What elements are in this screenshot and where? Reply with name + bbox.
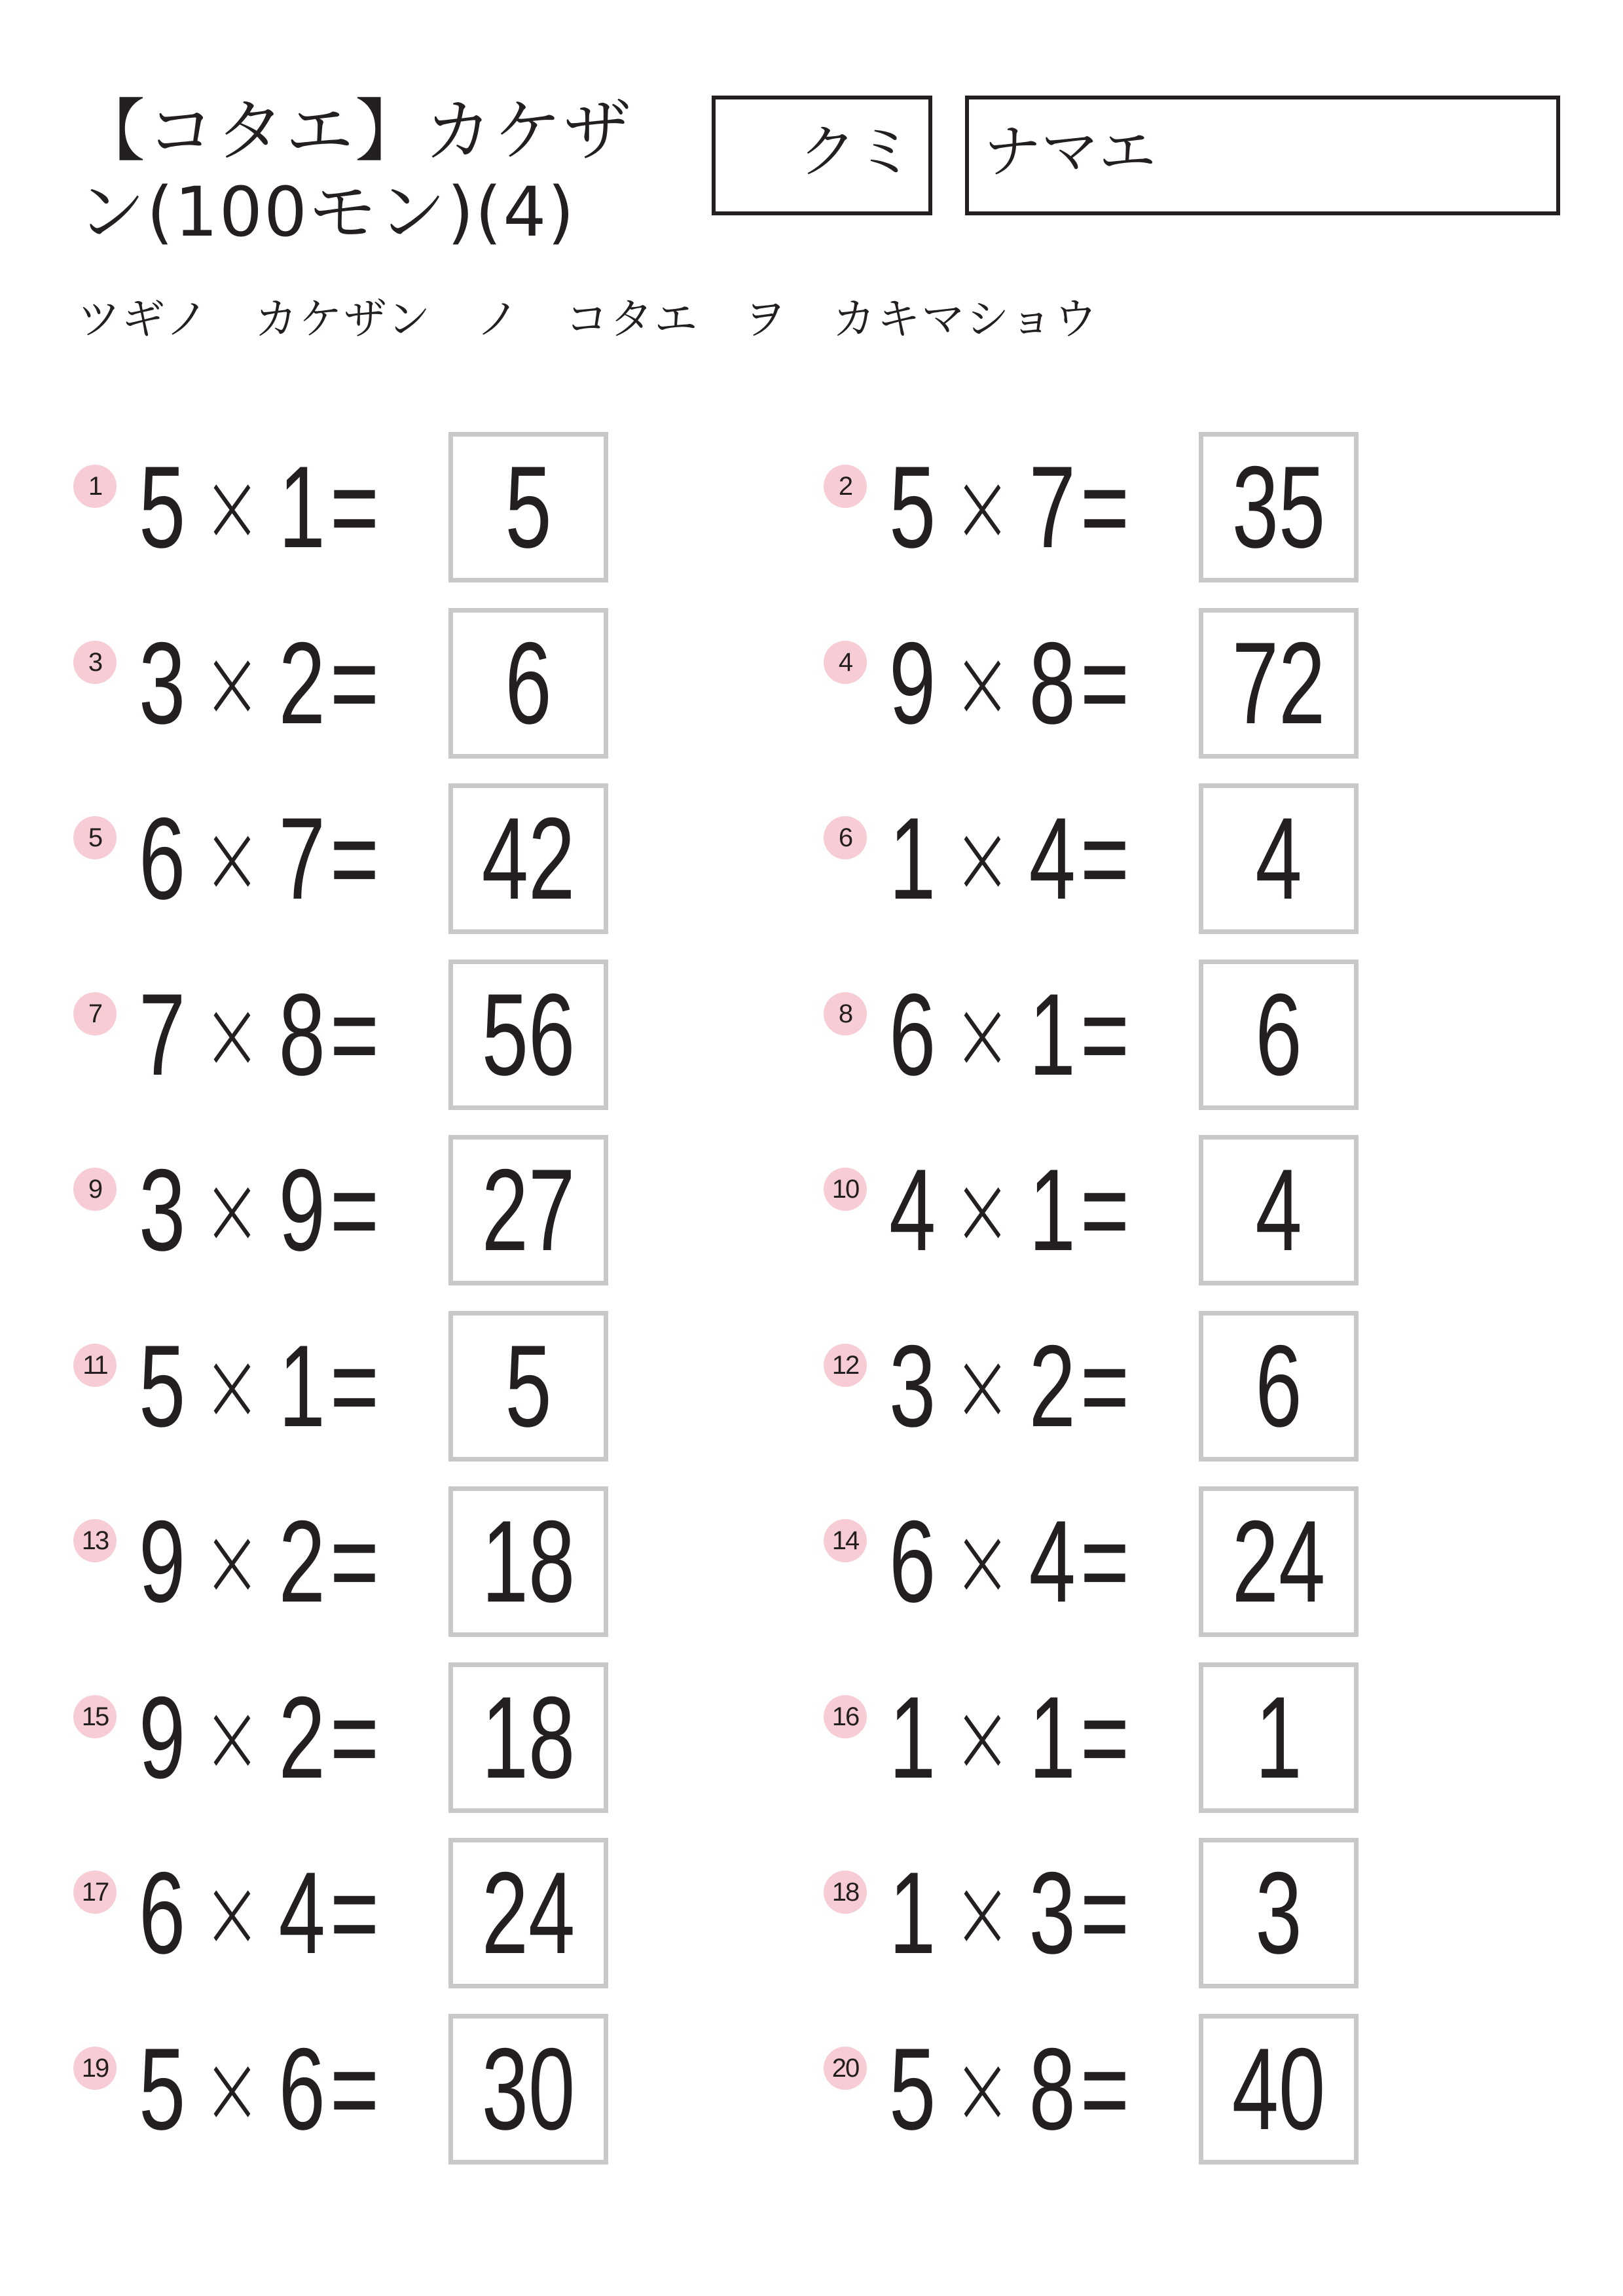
- problem-number-badge: 20: [824, 2047, 867, 2090]
- times-sign: ×: [202, 1153, 262, 1267]
- answer-value: 72: [1231, 618, 1326, 748]
- equals-sign: =: [1080, 1321, 1129, 1451]
- problem-expression: [889, 432, 1129, 583]
- answer-value: 18: [481, 1496, 575, 1626]
- equals-sign: =: [1080, 1672, 1129, 1803]
- operand-a: 7: [139, 969, 186, 1100]
- operand-b: 9: [278, 1145, 325, 1275]
- problem-number-badge: 16: [824, 1695, 867, 1738]
- answer-value: 4: [1255, 793, 1302, 924]
- operand-a: 1: [889, 793, 936, 924]
- problem-expression: [889, 1311, 1129, 1462]
- times-sign: ×: [953, 802, 1012, 916]
- operand-a: 9: [889, 618, 936, 748]
- answer-box[interactable]: [1199, 432, 1359, 583]
- problem-number-badge: 18: [824, 1871, 867, 1914]
- name-field[interactable]: [965, 96, 1560, 215]
- answer-box[interactable]: [448, 1486, 608, 1637]
- operand-a: 5: [889, 442, 936, 572]
- operand-b: 4: [1029, 1496, 1076, 1626]
- operand-b: 1: [278, 1321, 325, 1451]
- answer-box[interactable]: [448, 960, 608, 1110]
- operand-b: 4: [278, 1848, 325, 1978]
- problem-number-badge: 11: [73, 1344, 117, 1387]
- problem-number-badge: 17: [73, 1871, 117, 1914]
- answer-value: 27: [481, 1145, 575, 1275]
- problem-expression: [139, 783, 379, 934]
- equals-sign: =: [1080, 969, 1129, 1100]
- problem-expression: [139, 1135, 379, 1285]
- operand-a: 5: [139, 442, 186, 572]
- times-sign: ×: [202, 802, 262, 916]
- problem-expression: [889, 2014, 1129, 2164]
- equals-sign: =: [1080, 793, 1129, 924]
- equals-sign: =: [1080, 442, 1129, 572]
- worksheet-title: 【コタエ】カケザン(100モン)(4): [77, 91, 633, 252]
- answer-box[interactable]: [1199, 1135, 1359, 1285]
- operand-b: 2: [1029, 1321, 1076, 1451]
- problem-number-badge: 9: [73, 1168, 117, 1211]
- answer-box[interactable]: [448, 1838, 608, 1988]
- operand-a: 6: [889, 969, 936, 1100]
- answer-box[interactable]: [448, 783, 608, 934]
- answer-value: 35: [1231, 442, 1326, 572]
- operand-a: 3: [889, 1321, 936, 1451]
- operand-b: 8: [278, 969, 325, 1100]
- problem-expression: [139, 1311, 379, 1462]
- problem-number-badge: 5: [73, 816, 117, 859]
- operand-a: 1: [889, 1672, 936, 1803]
- times-sign: ×: [953, 450, 1012, 564]
- problem-number-badge: 13: [73, 1519, 117, 1562]
- problem-expression: [889, 1662, 1129, 1813]
- problem-expression: [889, 960, 1129, 1110]
- answer-value: 6: [505, 618, 552, 748]
- problem-expression: [139, 1486, 379, 1637]
- operand-a: 1: [889, 1848, 936, 1978]
- operand-b: 1: [1029, 1145, 1076, 1275]
- problem-expression: [139, 432, 379, 583]
- operand-a: 5: [139, 1321, 186, 1451]
- times-sign: ×: [202, 2032, 262, 2146]
- answer-value: 24: [481, 1848, 575, 1978]
- answer-value: 5: [505, 1321, 552, 1451]
- equals-sign: =: [330, 793, 379, 924]
- operand-a: 9: [139, 1496, 186, 1626]
- operand-b: 3: [1029, 1848, 1076, 1978]
- times-sign: ×: [202, 1329, 262, 1443]
- answer-box[interactable]: [448, 432, 608, 583]
- answer-value: 30: [481, 2024, 575, 2154]
- operand-b: 8: [1029, 618, 1076, 748]
- operand-b: 1: [278, 442, 325, 572]
- times-sign: ×: [953, 626, 1012, 740]
- problem-expression: [139, 608, 379, 759]
- times-sign: ×: [202, 450, 262, 564]
- operand-a: 5: [139, 2024, 186, 2154]
- operand-b: 2: [278, 1672, 325, 1803]
- answer-box[interactable]: [1199, 1486, 1359, 1637]
- answer-value: 18: [481, 1672, 575, 1803]
- operand-a: 6: [139, 1848, 186, 1978]
- answer-box[interactable]: [1199, 960, 1359, 1110]
- problem-expression: [139, 1838, 379, 1988]
- problem-number-badge: 8: [824, 992, 867, 1035]
- problem-number-badge: 6: [824, 816, 867, 859]
- problem-expression: [889, 1838, 1129, 1988]
- answer-value: 24: [1231, 1496, 1326, 1626]
- times-sign: ×: [202, 978, 262, 1092]
- operand-a: 5: [889, 2024, 936, 2154]
- equals-sign: =: [1080, 1496, 1129, 1626]
- operand-a: 6: [889, 1496, 936, 1626]
- times-sign: ×: [202, 1681, 262, 1795]
- operand-b: 6: [278, 2024, 325, 2154]
- answer-box[interactable]: [1199, 783, 1359, 934]
- times-sign: ×: [202, 626, 262, 740]
- equals-sign: =: [330, 1321, 379, 1451]
- answer-box[interactable]: [1199, 1838, 1359, 1988]
- problem-number-badge: 10: [824, 1168, 867, 1211]
- class-field[interactable]: [712, 96, 932, 215]
- equals-sign: =: [330, 618, 379, 748]
- times-sign: ×: [953, 1329, 1012, 1443]
- equals-sign: =: [330, 1848, 379, 1978]
- problem-expression: [889, 608, 1129, 759]
- problem-number-badge: 3: [73, 641, 117, 684]
- answer-box[interactable]: [448, 1135, 608, 1285]
- operand-b: 8: [1029, 2024, 1076, 2154]
- operand-b: 7: [278, 793, 325, 924]
- operand-b: 2: [278, 618, 325, 748]
- answer-box[interactable]: [448, 1311, 608, 1462]
- answer-box[interactable]: [1199, 1311, 1359, 1462]
- operand-b: 1: [1029, 1672, 1076, 1803]
- answer-value: 6: [1255, 969, 1302, 1100]
- times-sign: ×: [953, 1505, 1012, 1619]
- operand-a: 3: [139, 618, 186, 748]
- answer-value: 6: [1255, 1321, 1302, 1451]
- equals-sign: =: [330, 1496, 379, 1626]
- times-sign: ×: [953, 1856, 1012, 1970]
- times-sign: ×: [953, 2032, 1012, 2146]
- answer-box[interactable]: [1199, 1662, 1359, 1813]
- equals-sign: =: [1080, 618, 1129, 748]
- problem-number-badge: 12: [824, 1344, 867, 1387]
- problem-number-badge: 19: [73, 2047, 117, 2090]
- answer-value: 56: [481, 969, 575, 1100]
- equals-sign: =: [330, 1672, 379, 1803]
- name-label: ナマエ: [983, 118, 1157, 185]
- problem-number-badge: 1: [73, 465, 117, 508]
- times-sign: ×: [202, 1856, 262, 1970]
- operand-b: 2: [278, 1496, 325, 1626]
- equals-sign: =: [330, 442, 379, 572]
- answer-box[interactable]: [448, 2014, 608, 2164]
- problem-number-badge: 7: [73, 992, 117, 1035]
- operand-b: 4: [1029, 793, 1076, 924]
- problem-number-badge: 4: [824, 641, 867, 684]
- times-sign: ×: [953, 1153, 1012, 1267]
- answer-value: 4: [1255, 1145, 1302, 1275]
- answer-box[interactable]: [1199, 608, 1359, 759]
- problem-number-badge: 14: [824, 1519, 867, 1562]
- answer-box[interactable]: [448, 608, 608, 759]
- problem-expression: [889, 783, 1129, 934]
- operand-a: 6: [139, 793, 186, 924]
- operand-b: 7: [1029, 442, 1076, 572]
- problem-expression: [139, 1662, 379, 1813]
- problem-expression: [889, 1486, 1129, 1637]
- equals-sign: =: [330, 969, 379, 1100]
- operand-a: 9: [139, 1672, 186, 1803]
- equals-sign: =: [330, 2024, 379, 2154]
- times-sign: ×: [953, 978, 1012, 1092]
- answer-value: 42: [481, 793, 575, 924]
- problem-number-badge: 2: [824, 465, 867, 508]
- answer-value: 40: [1231, 2024, 1326, 2154]
- problem-expression: [139, 960, 379, 1110]
- equals-sign: =: [330, 1145, 379, 1275]
- answer-box[interactable]: [448, 1662, 608, 1813]
- problem-expression: [889, 1135, 1129, 1285]
- times-sign: ×: [202, 1505, 262, 1619]
- operand-a: 3: [139, 1145, 186, 1275]
- operand-b: 1: [1029, 969, 1076, 1100]
- problem-number-badge: 15: [73, 1695, 117, 1738]
- answer-value: 5: [505, 442, 552, 572]
- answer-value: 3: [1255, 1848, 1302, 1978]
- equals-sign: =: [1080, 2024, 1129, 2154]
- class-label: クミ: [798, 118, 914, 185]
- answer-box[interactable]: [1199, 2014, 1359, 2164]
- equals-sign: =: [1080, 1145, 1129, 1275]
- instruction-text: ツギノ カケザン ノ コタエ ヲ カキマショウ: [77, 294, 1099, 344]
- equals-sign: =: [1080, 1848, 1129, 1978]
- problem-expression: [139, 2014, 379, 2164]
- operand-a: 4: [889, 1145, 936, 1275]
- answer-value: 1: [1255, 1672, 1302, 1803]
- times-sign: ×: [953, 1681, 1012, 1795]
